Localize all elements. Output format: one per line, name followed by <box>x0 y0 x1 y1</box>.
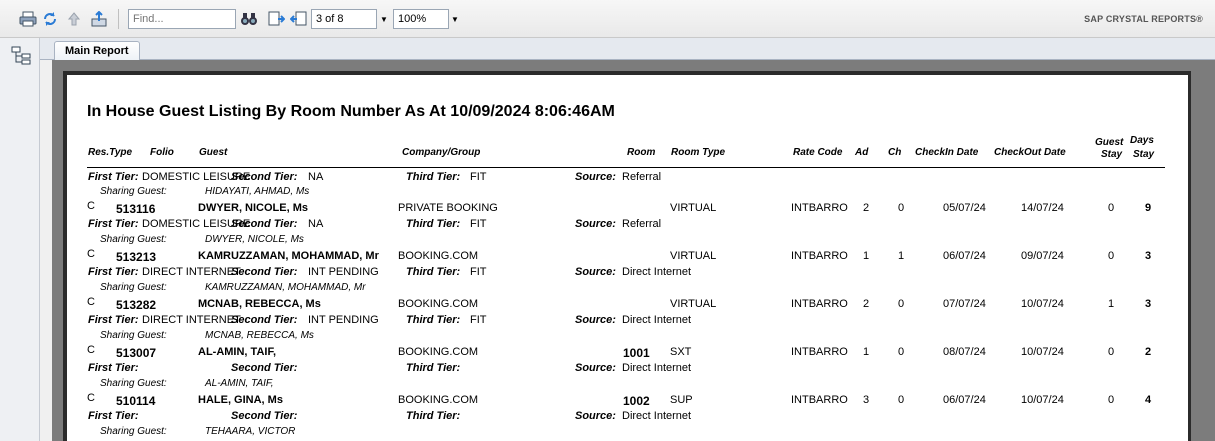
first-tier-label: First Tier: <box>88 171 139 183</box>
chevron-down-icon[interactable]: ▼ <box>380 14 388 24</box>
source-label: Source: <box>575 410 616 422</box>
company-cell: PRIVATE BOOKING <box>398 202 498 214</box>
first-tier-value: DIRECT INTERNET <box>142 314 241 326</box>
room-number-cell: 1001 <box>623 346 650 360</box>
company-cell: BOOKING.COM <box>398 250 479 262</box>
chevron-down-icon[interactable]: ▼ <box>451 14 459 24</box>
second-tier-label: Second Tier: <box>231 362 298 374</box>
checkout-cell: 09/07/24 <box>1021 250 1064 262</box>
third-tier-label: Third Tier: <box>406 314 461 326</box>
room-type-cell: VIRTUAL <box>670 202 717 214</box>
guest-name-cell: DWYER, NICOLE, Ms <box>198 202 309 214</box>
first-tier-label: First Tier: <box>88 362 139 374</box>
sharing-guest-value: KAMRUZZAMAN, MOHAMMAD, Mr <box>205 282 366 293</box>
source-label: Source: <box>575 171 616 183</box>
header-guest-stay: Stay <box>1101 149 1123 160</box>
header-guest: Guest <box>199 147 228 158</box>
sharing-guest-label: Sharing Guest: <box>100 330 167 341</box>
res-type-cell: C <box>87 344 95 356</box>
folio-cell: 513213 <box>116 250 157 264</box>
header-room: Room <box>627 147 656 158</box>
guest-name-cell: KAMRUZZAMAN, MOHAMMAD, Mr <box>198 250 379 262</box>
second-tier-label: Second Tier: <box>231 314 298 326</box>
sharing-guest-value: HIDAYATI, AHMAD, Ms <box>205 186 310 197</box>
next-page-icon[interactable] <box>266 9 286 29</box>
folio-cell: 513282 <box>116 298 157 312</box>
up-arrow-icon[interactable] <box>64 9 84 29</box>
rate-code-cell: INTBARRO <box>791 394 848 406</box>
header-adults: Ad <box>855 147 869 158</box>
zoom-selector[interactable]: 100% <box>393 9 449 29</box>
guest-stay-cell: 0 <box>1108 250 1115 262</box>
checkout-cell: 10/07/24 <box>1021 346 1064 358</box>
adults-cell: 1 <box>863 346 870 358</box>
checkin-cell: 07/07/24 <box>943 298 986 310</box>
find-input[interactable] <box>128 9 236 29</box>
adults-cell: 2 <box>863 202 870 214</box>
first-tier-value: DIRECT INTERNET <box>142 266 241 278</box>
folio-cell: 513007 <box>116 346 157 360</box>
room-type-cell: VIRTUAL <box>670 250 717 262</box>
sharing-guest-label: Sharing Guest: <box>100 426 167 437</box>
first-tier-label: First Tier: <box>88 218 139 230</box>
header-res-type: Res.Type <box>88 147 133 158</box>
children-cell: 1 <box>898 250 905 262</box>
days-stay-cell: 2 <box>1145 346 1152 358</box>
res-type-cell: C <box>87 392 95 404</box>
guest-stay-cell: 0 <box>1108 394 1115 406</box>
days-stay-cell: 4 <box>1145 394 1152 406</box>
first-tier-value: DOMESTIC LEISURE <box>142 218 251 230</box>
source-label: Source: <box>575 314 616 326</box>
guest-name-cell: MCNAB, REBECCA, Ms <box>198 298 321 310</box>
second-tier-value: INT PENDING <box>308 266 379 278</box>
res-type-cell: C <box>87 200 95 212</box>
second-tier-value: NA <box>308 218 324 230</box>
third-tier-label: Third Tier: <box>406 410 461 422</box>
third-tier-label: Third Tier: <box>406 171 461 183</box>
first-tier-label: First Tier: <box>88 410 139 422</box>
header-checkin: CheckIn Date <box>915 147 979 158</box>
checkin-cell: 06/07/24 <box>943 394 986 406</box>
adults-cell: 1 <box>863 250 870 262</box>
second-tier-label: Second Tier: <box>231 171 298 183</box>
third-tier-value: FIT <box>470 266 487 278</box>
room-type-cell: SXT <box>670 346 692 358</box>
group-tree-panel <box>0 38 40 441</box>
source-label: Source: <box>575 218 616 230</box>
source-value: Direct Internet <box>622 362 692 374</box>
checkin-cell: 06/07/24 <box>943 250 986 262</box>
company-cell: BOOKING.COM <box>398 394 479 406</box>
tab-bar <box>40 38 1215 60</box>
third-tier-label: Third Tier: <box>406 266 461 278</box>
first-tier-label: First Tier: <box>88 266 139 278</box>
refresh-icon[interactable] <box>40 9 60 29</box>
checkout-cell: 10/07/24 <box>1021 394 1064 406</box>
previous-page-icon[interactable] <box>289 9 309 29</box>
second-tier-value: INT PENDING <box>308 314 379 326</box>
children-cell: 0 <box>898 394 905 406</box>
header-room-type: Room Type <box>671 147 726 158</box>
children-cell: 0 <box>898 346 905 358</box>
page-selector[interactable]: 3 of 8 <box>311 9 377 29</box>
source-value: Direct Internet <box>622 266 692 278</box>
checkout-cell: 14/07/24 <box>1021 202 1064 214</box>
source-label: Source: <box>575 266 616 278</box>
sharing-guest-label: Sharing Guest: <box>100 186 167 197</box>
group-tree-icon[interactable] <box>11 46 31 66</box>
second-tier-label: Second Tier: <box>231 410 298 422</box>
source-value: Direct Internet <box>622 314 692 326</box>
rate-code-cell: INTBARRO <box>791 346 848 358</box>
binoculars-icon[interactable] <box>239 9 259 29</box>
guest-stay-cell: 0 <box>1108 346 1115 358</box>
sharing-guest-label: Sharing Guest: <box>100 282 167 293</box>
res-type-cell: C <box>87 296 95 308</box>
header-company: Company/Group <box>402 147 481 158</box>
sharing-guest-label: Sharing Guest: <box>100 234 167 245</box>
checkin-cell: 05/07/24 <box>943 202 986 214</box>
tab-main-report[interactable]: Main Report <box>54 41 140 61</box>
source-label: Source: <box>575 362 616 374</box>
third-tier-label: Third Tier: <box>406 218 461 230</box>
folio-cell: 513116 <box>116 202 156 216</box>
source-value: Direct Internet <box>622 410 692 422</box>
days-stay-cell: 9 <box>1145 202 1152 214</box>
source-value: Referral <box>622 171 662 183</box>
second-tier-value: NA <box>308 171 324 183</box>
guest-stay-cell: 1 <box>1108 298 1115 310</box>
sharing-guest-value: TEHAARA, VICTOR <box>205 426 296 437</box>
children-cell: 0 <box>898 298 905 310</box>
third-tier-value: FIT <box>470 171 487 183</box>
rate-code-cell: INTBARRO <box>791 250 848 262</box>
room-type-cell: VIRTUAL <box>670 298 717 310</box>
toolbar <box>0 0 1215 38</box>
folio-cell: 510114 <box>116 394 156 408</box>
header-divider <box>87 167 1165 168</box>
header-days-stay: Stay <box>1133 149 1155 160</box>
sharing-guest-value: AL-AMIN, TAIF, <box>205 378 274 389</box>
guest-name-cell: HALE, GINA, Ms <box>198 394 283 406</box>
rate-code-cell: INTBARRO <box>791 298 848 310</box>
header-checkout: CheckOut Date <box>994 147 1066 158</box>
guest-name-cell: AL-AMIN, TAIF, <box>198 346 277 358</box>
print-icon[interactable] <box>18 9 38 29</box>
third-tier-label: Third Tier: <box>406 362 461 374</box>
adults-cell: 3 <box>863 394 870 406</box>
guest-stay-cell: 0 <box>1108 202 1115 214</box>
report-title: In House Guest Listing By Room Number As At 10/09/2024 8:06:46AM <box>87 103 615 120</box>
checkin-cell: 08/07/24 <box>943 346 986 358</box>
report-page <box>67 75 1188 441</box>
company-cell: BOOKING.COM <box>398 298 479 310</box>
checkout-cell: 10/07/24 <box>1021 298 1064 310</box>
third-tier-value: FIT <box>470 314 487 326</box>
adults-cell: 2 <box>863 298 870 310</box>
first-tier-value: DOMESTIC LEISURE <box>142 171 251 183</box>
first-tier-label: First Tier: <box>88 314 139 326</box>
second-tier-label: Second Tier: <box>231 266 298 278</box>
room-number-cell: 1002 <box>623 394 650 408</box>
header-days-stay: Days <box>1130 135 1154 146</box>
days-stay-cell: 3 <box>1145 298 1152 310</box>
header-children: Ch <box>888 147 902 158</box>
second-tier-label: Second Tier: <box>231 218 298 230</box>
sharing-guest-label: Sharing Guest: <box>100 378 167 389</box>
source-value: Referral <box>622 218 662 230</box>
toolbar-separator <box>118 9 119 29</box>
children-cell: 0 <box>898 202 905 214</box>
header-rate-code: Rate Code <box>793 147 843 158</box>
res-type-cell: C <box>87 248 95 260</box>
third-tier-value: FIT <box>470 218 487 230</box>
brand-label: SAP CRYSTAL REPORTS® <box>1084 14 1203 24</box>
export-icon[interactable] <box>89 9 109 29</box>
header-folio: Folio <box>150 147 174 158</box>
room-type-cell: SUP <box>670 394 693 406</box>
sharing-guest-value: DWYER, NICOLE, Ms <box>205 234 304 245</box>
rate-code-cell: INTBARRO <box>791 202 848 214</box>
sharing-guest-value: MCNAB, REBECCA, Ms <box>205 330 314 341</box>
company-cell: BOOKING.COM <box>398 346 479 358</box>
header-guest-stay: Guest <box>1095 137 1124 148</box>
days-stay-cell: 3 <box>1145 250 1152 262</box>
